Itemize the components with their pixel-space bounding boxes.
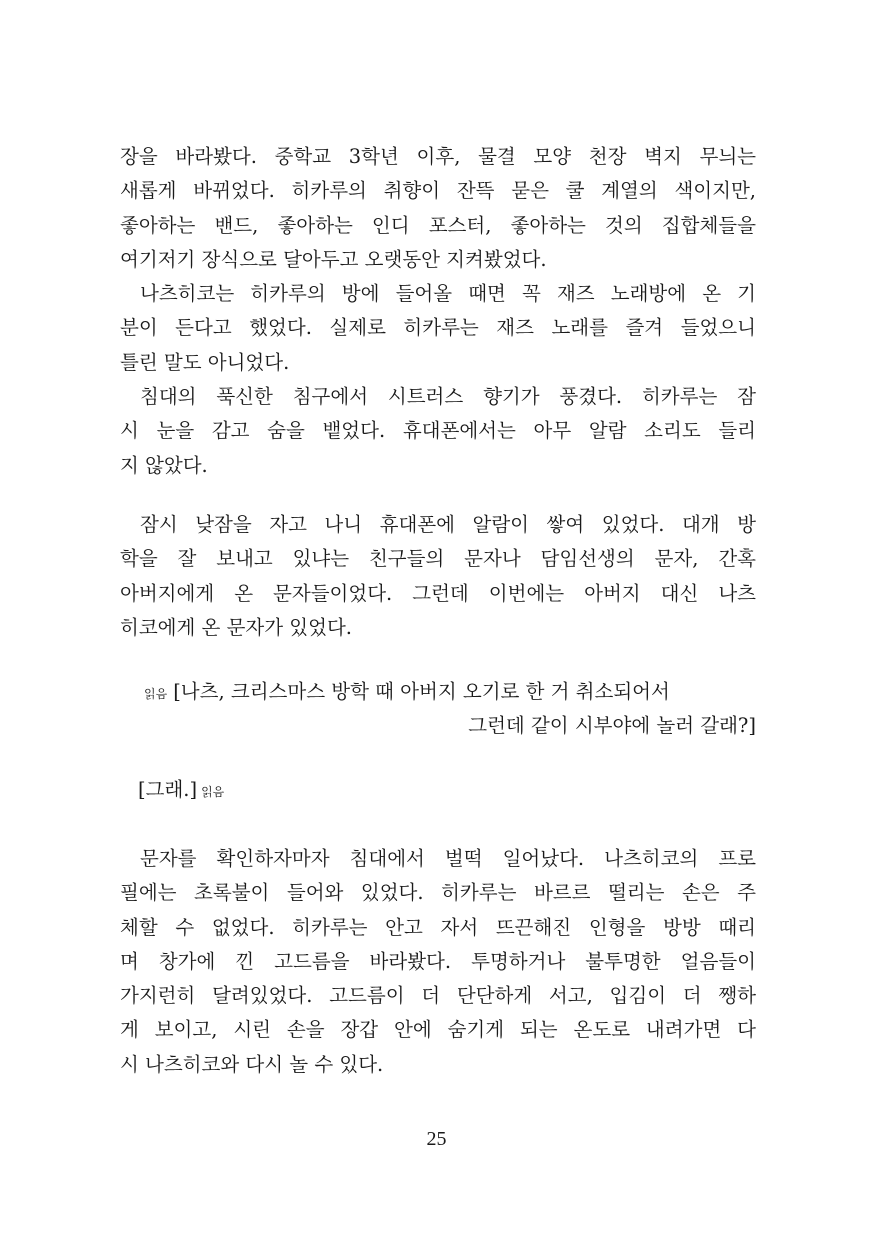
text-line: 체할 수 없었다. 히카루는 안고 자서 뜨끈해진 인형을 방방 때리 [120, 915, 756, 939]
text-line: 새롭게 바뀌었다. 히카루의 취향이 잔뜩 묻은 쿨 계열의 색이지만, [120, 179, 756, 203]
text-line: 며 창가에 낀 고드름을 바라봤다. 투명하거나 불투명한 얼음들이 [120, 949, 756, 973]
text-line: 나츠히코는 히카루의 방에 들어올 때면 꼭 재즈 노래방에 온 기 [140, 282, 756, 305]
text-line: 게 보이고, 시린 손을 장갑 안에 숨기게 되는 온도로 내려가면 다 [120, 1018, 756, 1042]
page-number: 25 [426, 1128, 447, 1150]
message-line: 그런데 같이 시부야에 놀러 갈래?] [468, 714, 756, 738]
text-line: 학을 잘 보내고 있냐는 친구들의 문자나 담임선생의 문자, 간혹 [120, 547, 756, 571]
text-line: 틀린 말도 아니었다. [120, 350, 290, 374]
text-line: 히코에게 온 문자가 있었다. [120, 615, 353, 639]
text-line: 시 나츠히코와 다시 놀 수 있다. [120, 1052, 384, 1076]
reply-text-message [138, 773, 224, 807]
text-line: 필에는 초록불이 들어와 있었다. 히카루는 바르르 떨리는 손은 주 [120, 881, 756, 905]
paragraph-1 [120, 140, 756, 277]
text-line: 좋아하는 밴드, 좋아하는 인디 포스터, 좋아하는 것의 집합체들을 [120, 213, 756, 237]
text-line: 아버지에게 온 문자들이었다. 그런데 이번에는 아버지 대신 나츠 [120, 581, 756, 605]
incoming-text-message [144, 675, 756, 744]
text-line: 잠시 낮잠을 자고 나니 휴대폰에 알람이 쌓여 있었다. 대개 방 [140, 513, 756, 536]
read-receipt-label: 읽음 [201, 785, 225, 799]
message-text: [그래.] [138, 778, 198, 801]
paragraph-5 [120, 842, 756, 1082]
text-line: 분이 든다고 했었다. 실제로 히카루는 재즈 노래를 즐겨 들었으니 [120, 316, 756, 340]
text-line: 지 않았다. [120, 453, 208, 477]
text-line: 시 눈을 감고 숨을 뱉었다. 휴대폰에서는 아무 알람 소리도 들리 [120, 419, 756, 443]
read-receipt-label: 읽음 [144, 687, 168, 701]
text-line: 가지런히 달려있었다. 고드름이 더 단단하게 서고, 입김이 더 쨍하 [120, 984, 756, 1008]
message-text: [나츠, 크리스마스 방학 때 아버지 오기로 한 거 취소되어서 [173, 680, 670, 703]
paragraph-4 [120, 508, 756, 645]
text-line: 여기저기 장식으로 달아두고 오랫동안 지켜봤었다. [120, 247, 547, 271]
message-line [144, 675, 756, 709]
paragraph-3 [120, 380, 756, 483]
text-line: 장을 바라봤다. 중학교 3학년 이후, 물결 모양 천장 벽지 무늬는 [120, 145, 756, 168]
text-line: 문자를 확인하자마자 침대에서 벌떡 일어났다. 나츠히코의 프로 [140, 847, 756, 870]
text-line: 침대의 푹신한 침구에서 시트러스 향기가 풍겼다. 히카루는 잠 [140, 385, 756, 408]
paragraph-2 [120, 277, 756, 380]
